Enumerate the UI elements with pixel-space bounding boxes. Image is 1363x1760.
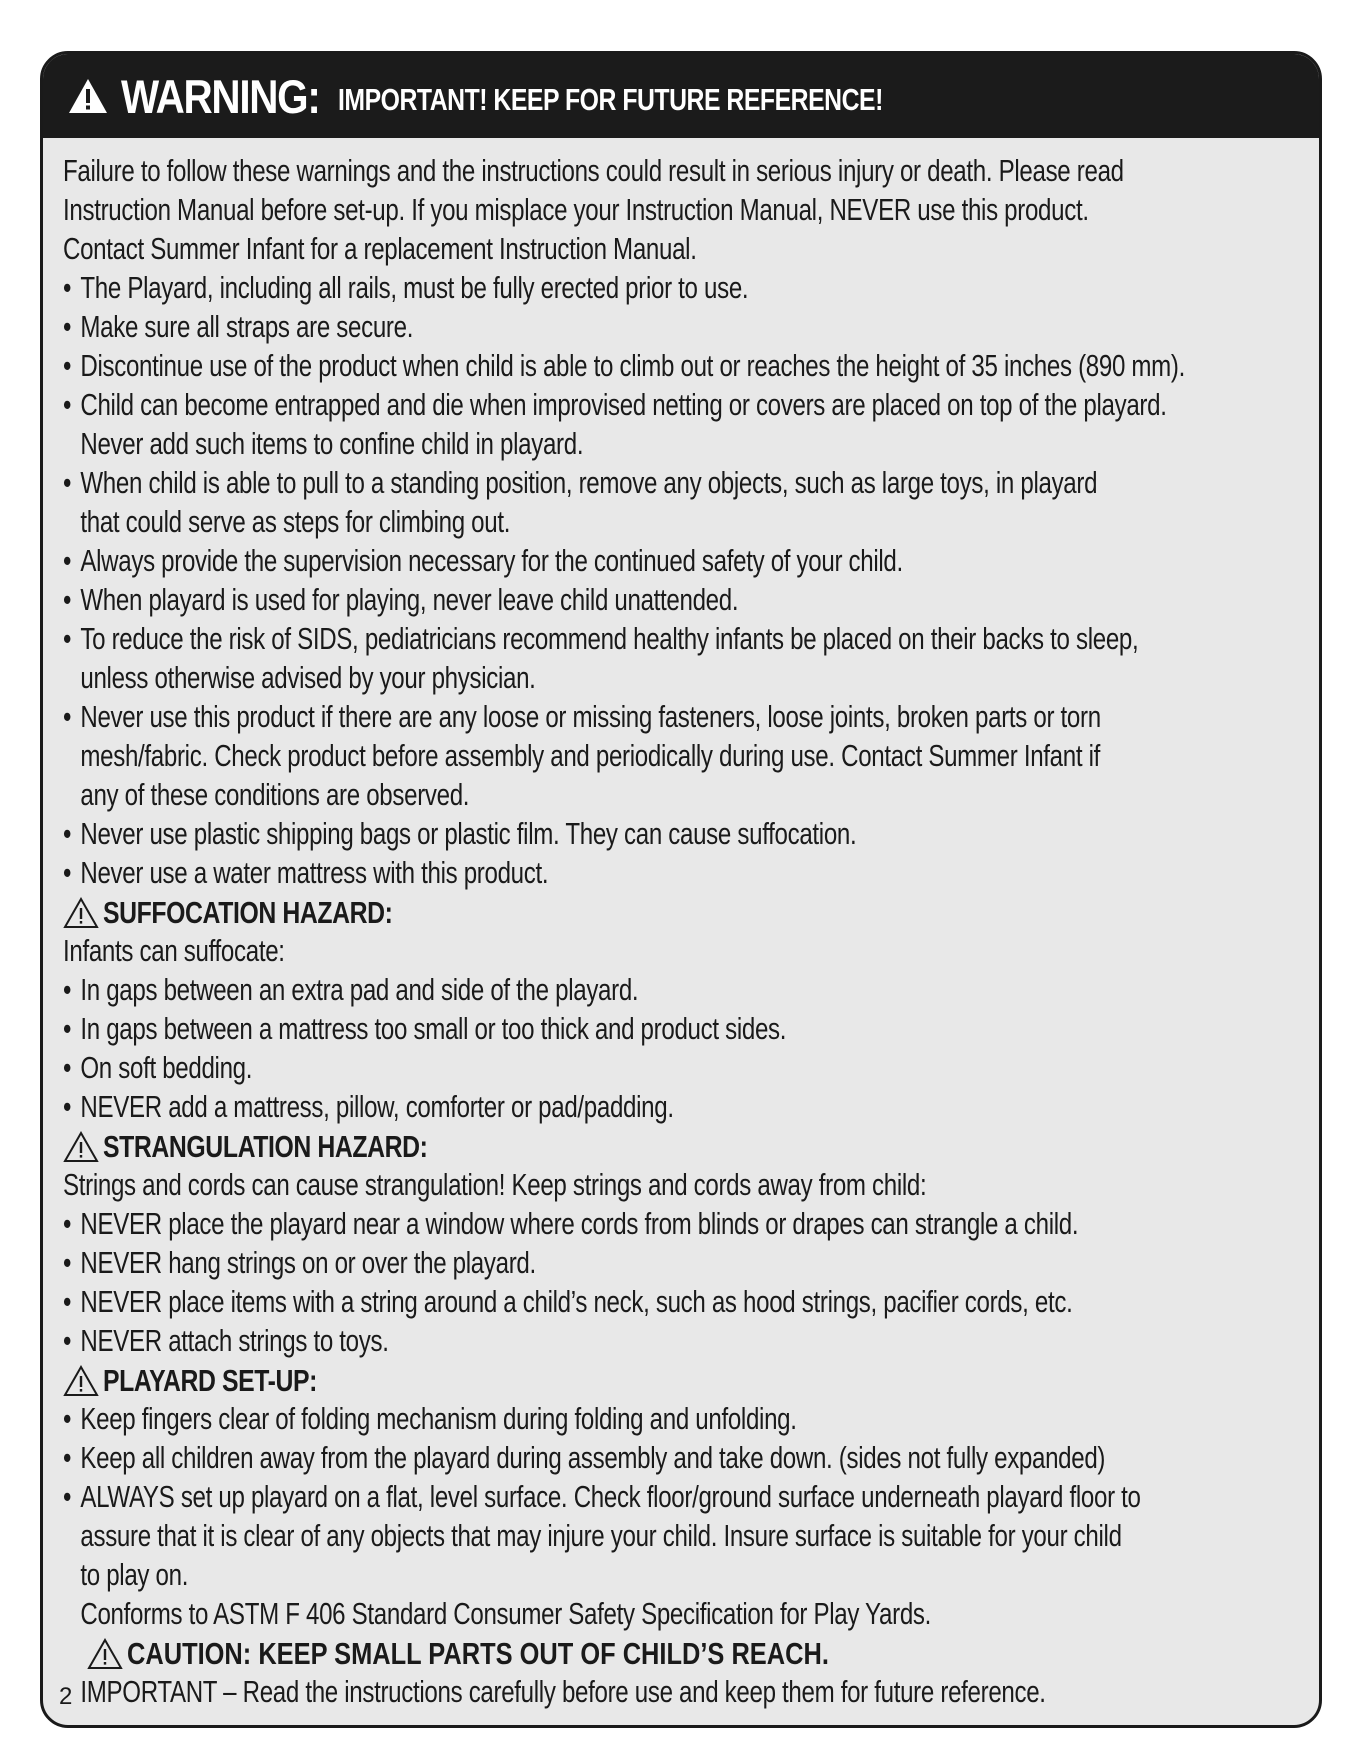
bullet-icon: • — [63, 622, 72, 656]
bullet-text: Never use this product if there are any loose or missing fasteners, loose joints, broken parts or torn — [80, 700, 1101, 734]
important-note: IMPORTANT – Read the instructions carefully before use and keep them for future reference. — [80, 1675, 1046, 1709]
bullet-icon: • — [63, 388, 72, 422]
warning-word: WARNING: — [121, 69, 320, 123]
bullet-text: On soft bedding. — [80, 1051, 253, 1085]
bullet-icon: • — [63, 466, 72, 500]
bullet-item — [63, 1400, 1039, 1439]
warning-subtitle: IMPORTANT! KEEP FOR FUTURE REFERENCE! — [337, 82, 883, 117]
bullet-text: assure that it is clear of any objects that may injure your child. Insure surface is suitable for your child — [80, 1519, 1122, 1553]
bullet-text: Keep all children away from the playard during assembly and take down. (sides not fully expanded) — [80, 1441, 1106, 1475]
warning-triangle-outline-icon — [63, 1365, 99, 1397]
warning-triangle-outline-icon — [63, 1131, 99, 1163]
bullet-text: NEVER attach strings to toys. — [80, 1324, 389, 1358]
bullet-item — [63, 1283, 1073, 1322]
bullet-text: Always provide the supervision necessary for the continued safety of your child. — [80, 544, 903, 578]
bullet-item — [63, 347, 1186, 386]
bullet-item — [63, 581, 1039, 620]
bullet-text: The Playard, including all rails, must be fully erected prior to use. — [80, 271, 749, 305]
bullet-text: When child is able to pull to a standing position, remove any objects, such as large toys, in playard — [80, 466, 1098, 500]
warning-header — [43, 54, 1319, 138]
bullet-item — [63, 308, 1039, 347]
bullet-text: mesh/fabric. Check product before assembly and periodically during use. Contact Summer Infant if — [80, 739, 1101, 773]
bullet-text: NEVER place items with a string around a child’s neck, such as hood strings, pacifier cords, etc. — [80, 1285, 1073, 1319]
intro-paragraph — [63, 152, 1299, 269]
caution-label: CAUTION: KEEP SMALL PARTS OUT OF CHILD’S REACH. — [127, 1635, 829, 1671]
suffocation-lead: Infants can suffocate: — [63, 934, 285, 968]
bullet-icon: • — [63, 1051, 72, 1085]
intro-line: Contact Summer Infant for a replacement Instruction Manual. — [63, 232, 697, 266]
bullet-text: unless otherwise advised by your physician. — [80, 661, 536, 695]
bullet-icon: • — [63, 310, 72, 344]
bullet-text: Keep fingers clear of folding mechanism during folding and unfolding. — [80, 1402, 797, 1436]
bullet-item — [63, 1478, 1141, 1517]
bullet-item — [63, 698, 1101, 737]
bullet-item — [63, 620, 1139, 659]
page-number: 2 — [59, 1683, 73, 1710]
strangulation-list — [63, 1205, 1299, 1361]
bullet-text: any of these conditions are observed. — [80, 778, 470, 812]
bullet-icon: • — [63, 1246, 72, 1280]
bullet-item — [63, 386, 1167, 425]
strangulation-title: STRANGULATION HAZARD: — [103, 1128, 428, 1164]
suffocation-title: SUFFOCATION HAZARD: — [103, 894, 393, 930]
warning-triangle-icon — [67, 77, 109, 115]
bullet-item — [63, 1088, 1039, 1127]
bullet-item — [63, 1244, 1039, 1283]
bullet-text: NEVER add a mattress, pillow, comforter or pad/padding. — [80, 1090, 674, 1124]
warning-triangle-outline-icon — [87, 1638, 123, 1670]
intro-line: Instruction Manual before set-up. If you misplace your Instruction Manual, NEVER use this product. — [63, 193, 1089, 227]
caution-line — [63, 1634, 1299, 1673]
bullet-continuation — [63, 1517, 1122, 1556]
bullet-item — [63, 542, 1039, 581]
bullet-continuation — [63, 776, 1039, 815]
bullet-icon: • — [63, 1324, 72, 1358]
bullet-text: Never use plastic shipping bags or plastic film. They can cause suffocation. — [80, 817, 857, 851]
bullet-item — [63, 815, 1039, 854]
bullet-icon: • — [63, 583, 72, 617]
bullet-icon: • — [63, 271, 72, 305]
bullet-text: NEVER hang strings on or over the playard. — [80, 1246, 536, 1280]
bullet-text: Never use a water mattress with this product. — [80, 856, 549, 890]
bullet-item — [63, 269, 1039, 308]
intro-line: Failure to follow these warnings and the instructions could result in serious injury or death. Please read — [63, 154, 1124, 188]
setup-title: PLAYARD SET-UP: — [103, 1362, 318, 1398]
bullet-icon: • — [63, 1480, 72, 1514]
general-warnings-list — [63, 269, 1299, 893]
bullet-icon: • — [63, 700, 72, 734]
bullet-text: Make sure all straps are secure. — [80, 310, 414, 344]
bullet-icon: • — [63, 349, 72, 383]
bullet-text: Discontinue use of the product when child is able to climb out or reaches the height of 35 inches (890 mm). — [80, 349, 1186, 383]
bullet-text: Never add such items to confine child in playard. — [80, 427, 584, 461]
bullet-icon: • — [63, 1012, 72, 1046]
bullet-item — [63, 1322, 1039, 1361]
setup-heading — [63, 1361, 1299, 1400]
bullet-continuation — [63, 737, 1101, 776]
bullet-icon: • — [63, 1207, 72, 1241]
bullet-item — [63, 1049, 1039, 1088]
bullet-item — [63, 464, 1098, 503]
bullet-text: In gaps between an extra pad and side of the playard. — [80, 973, 639, 1007]
bullet-text: When playard is used for playing, never leave child unattended. — [80, 583, 739, 617]
bullet-item — [63, 1439, 1106, 1478]
strangulation-heading — [63, 1127, 1299, 1166]
bullet-icon: • — [63, 1285, 72, 1319]
bullet-continuation — [63, 659, 1039, 698]
bullet-item — [63, 971, 1039, 1010]
bullet-item — [63, 1010, 1039, 1049]
bullet-text: ALWAYS set up playard on a flat, level surface. Check floor/ground surface underneath playard floor to — [80, 1480, 1141, 1514]
bullet-icon: • — [63, 817, 72, 851]
bullet-item — [63, 854, 1039, 893]
bullet-text: NEVER place the playard near a window where cords from blinds or drapes can strangle a child. — [80, 1207, 1079, 1241]
warning-panel — [40, 51, 1322, 1728]
bullet-text: Child can become entrapped and die when improvised netting or covers are placed on top of the playard. — [80, 388, 1167, 422]
bullet-continuation — [63, 425, 1039, 464]
setup-list — [63, 1400, 1299, 1595]
warning-body — [63, 152, 1299, 1712]
bullet-icon: • — [63, 1090, 72, 1124]
bullet-icon: • — [63, 1402, 72, 1436]
bullet-continuation — [63, 1556, 1039, 1595]
suffocation-heading — [63, 893, 1299, 932]
bullet-icon: • — [63, 544, 72, 578]
bullet-text: that could serve as steps for climbing out. — [80, 505, 511, 539]
suffocation-list — [63, 971, 1299, 1127]
bullet-text: to play on. — [80, 1558, 189, 1592]
bullet-icon: • — [63, 1441, 72, 1475]
warning-triangle-outline-icon — [63, 897, 99, 929]
strangulation-lead: Strings and cords can cause strangulation! Keep strings and cords away from child: — [63, 1168, 927, 1202]
bullet-text: In gaps between a mattress too small or too thick and product sides. — [80, 1012, 787, 1046]
conformance-note: Conforms to ASTM F 406 Standard Consumer Safety Specification for Play Yards. — [80, 1597, 932, 1631]
bullet-icon: • — [63, 973, 72, 1007]
bullet-text: To reduce the risk of SIDS, pediatricians recommend healthy infants be placed on their backs to sleep, — [80, 622, 1139, 656]
bullet-icon: • — [63, 856, 72, 890]
bullet-continuation — [63, 503, 1039, 542]
bullet-item — [63, 1205, 1079, 1244]
